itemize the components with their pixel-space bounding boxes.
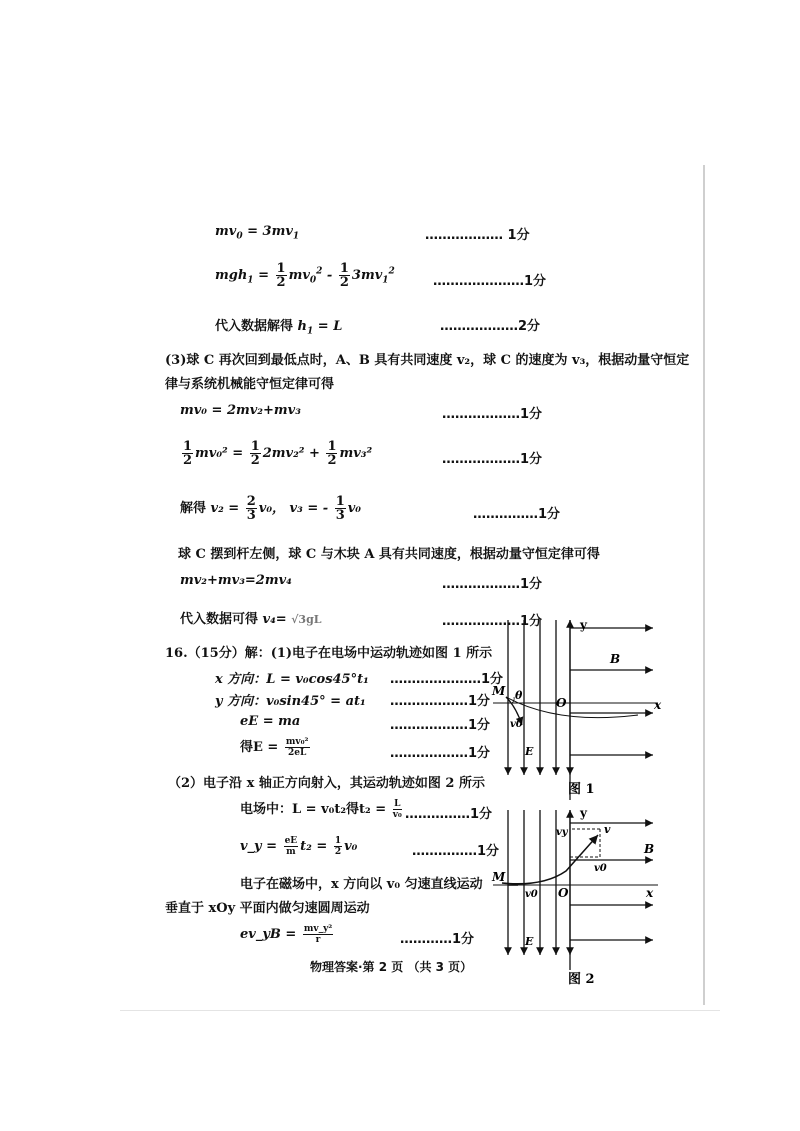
fig1-o-label: O — [556, 696, 567, 710]
question-16-heading: 16.（15分）解：(1)电子在电场中运动轨迹如图 1 所示 — [165, 646, 493, 661]
equation-x-direction: x 方向：L = v₀cos45°t₁ — [215, 672, 369, 687]
paragraph-part2: （2）电子沿 x 轴正方向射入，其运动轨迹如图 2 所示 — [168, 776, 485, 791]
page-footer: 物理答案·第 2 页 （共 3 页） — [310, 960, 473, 974]
eq8-tail: √3gL — [291, 613, 322, 626]
eq1-rhs: = 3mv — [242, 224, 293, 239]
e-num: mv₀² — [285, 737, 309, 747]
fig1-x-label: x — [654, 698, 662, 712]
paragraph-part3-line1: (3)球 C 再次回到最低点时，A、B 具有共同速度 v₂，球 C 的速度为 v₃，根据动量守恒定 — [165, 353, 690, 368]
fraction-mvy-r — [303, 924, 333, 945]
eq8-prefix: 代入数据可得 — [180, 612, 263, 627]
score-label: ……………1分 — [412, 844, 500, 859]
equation-momentum-3: mv₂+mv₃=2mv₄ — [180, 573, 292, 588]
scan-edge — [703, 165, 705, 1005]
vy-mid: t₂ = — [300, 839, 332, 854]
fig1-b-label: B — [610, 652, 621, 666]
fraction-half: $\frac{1}{2}$ — [327, 439, 337, 468]
eq2-b: = — [253, 268, 274, 283]
fraction-half: $\frac{1}{2}$ — [250, 439, 260, 468]
eq3-var: h — [297, 319, 307, 334]
eq8-text: v₄= — [262, 612, 292, 627]
score-label: ………………1分 — [390, 746, 491, 761]
fraction-one-third: $\frac{1}{3}$ — [335, 494, 345, 523]
score-label: ………………1分 — [442, 452, 543, 467]
figure-1 — [488, 615, 663, 804]
fraction-L-v0 — [393, 799, 402, 820]
field-den: v₀ — [392, 810, 402, 820]
scan-edge-bottom — [120, 1010, 720, 1011]
eq2-d: - — [322, 268, 337, 283]
eq1-lhs: mv — [215, 224, 237, 239]
eq5-b: 2mv₂² + — [262, 446, 325, 461]
paragraph-magnetic-1: 电子在磁场中，x 方向以 v₀ 匀速直线运动 — [240, 877, 483, 892]
score-label: ………………1分 — [442, 614, 543, 629]
figure-2-caption: 图 2 — [568, 972, 595, 987]
equation-momentum-2: mv₀ = 2mv₂+mv₃ — [180, 403, 301, 418]
eq2-e: 3mv — [351, 268, 383, 283]
equation-energy-2 — [180, 440, 372, 467]
fraction-two-thirds: $\frac{2}{3}$ — [246, 494, 256, 523]
paragraph-part3-line2: 律与系统机械能守恒定律可得 — [165, 377, 335, 392]
eq6-b: v₀， v₃ = - — [258, 501, 329, 516]
score-label: ………………1分 — [390, 694, 491, 709]
fig2-y-label: y — [580, 806, 587, 820]
score-label: …………………1分 — [433, 274, 547, 289]
result-h1: 代入数据解得 $h_1 = L$ — [215, 319, 343, 337]
fraction-half: $\frac{1}{2}$ — [339, 261, 349, 290]
figure-1-caption: 图 1 — [568, 782, 595, 797]
score-label: …………………1分 — [390, 672, 504, 687]
vy-den: m — [286, 847, 296, 857]
equation-energy-1: mgh$_1$ = $\frac{1}{2}$ $mv_0^2$ - $\frac{1}{2}$ $3mv_1^2$ — [215, 261, 395, 290]
eq2-a: mgh — [215, 268, 248, 283]
vy-prefix: v_y = — [240, 839, 282, 854]
fig1-v0-label: v0 — [510, 719, 523, 730]
eq6-a: v₂ = — [210, 501, 244, 516]
fig1-y-label: y — [580, 618, 587, 632]
equation-field-time — [240, 798, 404, 820]
score-label: ………………1分 — [442, 407, 543, 422]
fig2-v-label: v — [604, 823, 611, 836]
paragraph-magnetic-2: 垂直于 xOy 平面内做匀速圆周运动 — [165, 901, 370, 916]
fig1-m-label: M — [492, 684, 506, 698]
evy-num: mv_y² — [303, 924, 333, 934]
fraction-half: $\frac{1}{2}$ — [276, 261, 286, 290]
paragraph-ball-c-left: 球 C 摆到杆左侧，球 C 与木块 A 具有共同速度，根据动量守恒定律可得 — [178, 547, 600, 562]
e-prefix: 得E = — [240, 740, 283, 755]
eq6-prefix: 解得 — [180, 501, 211, 516]
fraction-eE-m — [284, 836, 299, 857]
score-label: ……………1分 — [405, 807, 493, 822]
fig2-vy-label: vy — [556, 827, 568, 838]
field-prefix: 电场中：L = v₀t₂得t₂ = — [240, 802, 391, 817]
vy-num: eE — [284, 836, 298, 846]
fraction-half: $\frac{1}{2}$ — [183, 439, 193, 468]
fig2-b-label: B — [644, 842, 655, 856]
equation-lorentz — [240, 924, 335, 945]
eq3-rhs: = L — [313, 319, 343, 334]
vy-half-num: 1 — [334, 836, 342, 846]
vy-half-den: 2 — [334, 847, 342, 857]
fraction-mv0-2eL — [285, 737, 310, 758]
evy-prefix: ev_yB = — [240, 927, 301, 942]
result-v4 — [180, 608, 322, 627]
vy-tail: v₀ — [344, 839, 358, 854]
equation-vy — [240, 836, 357, 857]
fig1-e-label: E — [525, 745, 534, 758]
score-label: ……………… 1分 — [425, 228, 530, 243]
score-label: ……………1分 — [473, 507, 561, 522]
score-label: ………………1分 — [442, 577, 543, 592]
fig2-m-label: M — [492, 870, 506, 884]
fraction-half — [334, 836, 342, 857]
score-label: ………………1分 — [390, 718, 491, 733]
score-label: ………………2分 — [440, 319, 541, 334]
fig2-v0a-label: v0 — [594, 863, 607, 874]
evy-den: r — [315, 935, 321, 945]
score-label: …………1分 — [400, 932, 475, 947]
equation-y-direction: y 方向：v₀sin45° = at₁ — [215, 694, 366, 709]
fig2-e-label: E — [525, 935, 534, 948]
fig2-x-label: x — [646, 886, 654, 900]
e-den: 2eL — [288, 748, 307, 758]
figure-2 — [488, 805, 663, 994]
equation-momentum-1: $mv_0 = 3mv_1$ — [215, 224, 300, 242]
equation-force: eE = ma — [240, 714, 301, 729]
eq5-c: mv₃² — [339, 446, 373, 461]
fig1-theta-label: θ — [515, 689, 523, 702]
eq3-prefix: 代入数据解得 — [215, 319, 298, 334]
fig2-o-label: O — [558, 886, 569, 900]
fig2-v0b-label: v0 — [525, 889, 538, 900]
equation-field-strength — [240, 736, 312, 758]
equation-solution-v2-v3 — [180, 495, 361, 522]
eq2-c: mv — [288, 268, 310, 283]
eq6-c: v₀ — [347, 501, 361, 516]
eq5-a: mv₀² = — [195, 446, 248, 461]
field-num: L — [394, 799, 401, 809]
